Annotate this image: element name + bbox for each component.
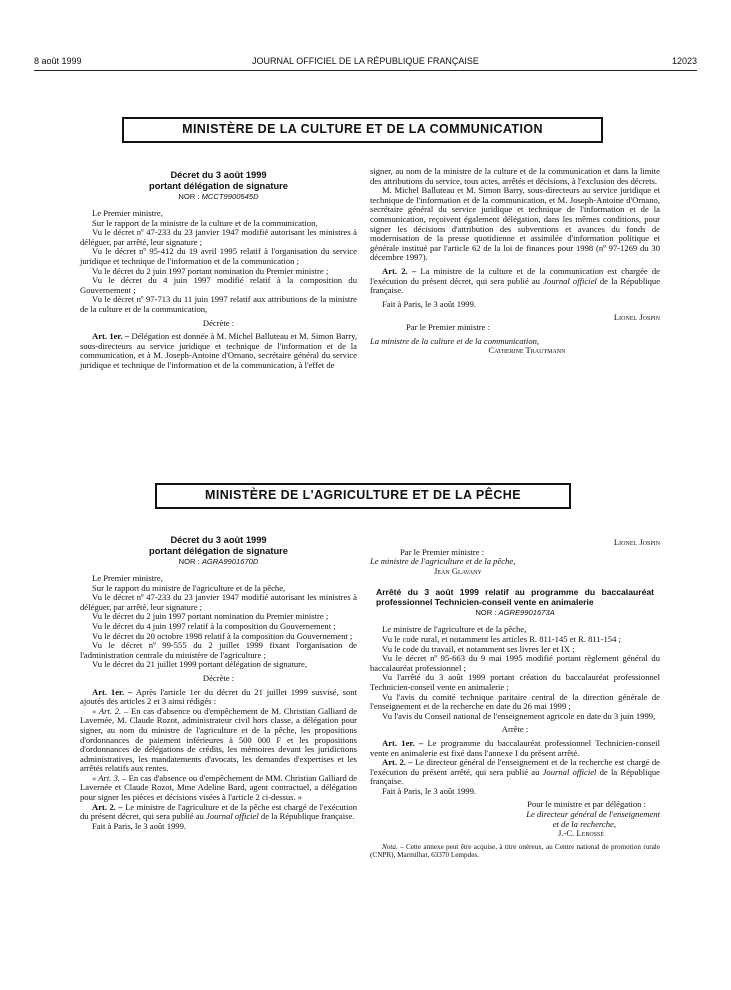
agriculture-para: Sur le rapport du ministre de l'agriculture et de la pêche,: [92, 582, 286, 593]
agriculture-art2-label: Art. 2. –: [92, 801, 123, 812]
arrete-jo: Journal officiel: [542, 766, 597, 777]
agriculture-art2: [80, 803, 357, 822]
arrete-role1: Le directeur général de l'enseignement: [526, 809, 660, 820]
culture-art2-text: La ministre de la culture et de la communication est chargée de l'exécution du présent décret, qui sera publié au: [370, 265, 660, 286]
agriculture-decree-title-line2: portant délégation de signature: [149, 545, 288, 556]
culture-signer: Lionel Jospin: [613, 312, 660, 323]
agriculture-decrete: Décrète :: [202, 672, 235, 683]
arrete-art1-text: Le programme du baccalauréat professionnel Technicien-conseil vente en animalerie est fixé dans l'annexe I du présent arrêté.: [370, 737, 660, 758]
agriculture-art1-text: Après l'article 1er du décret du 21 juillet 1999 susvisé, sont ajoutés des articles 2 et 3 ainsi rédigés :: [80, 686, 357, 707]
agriculture-fait: Fait à Paris, le 3 août 1999.: [92, 820, 187, 831]
arrete-art2-label: Art. 2. –: [382, 757, 413, 768]
culture-decree-title-line2: portant délégation de signature: [149, 180, 288, 191]
culture-decree-left-column: [80, 170, 357, 371]
arrete-art2: [370, 758, 660, 787]
arrete-para: Vu le code rural, et notamment les articles R. 811-145 et R. 811-154 ;: [382, 633, 621, 644]
culture-decree-right-column: [370, 167, 660, 356]
culture-art1-label: Art. 1er. –: [92, 331, 130, 342]
agriculture-para: Le Premier ministre,: [92, 573, 163, 583]
agriculture-art1-quote2: [80, 707, 357, 774]
culture-decrete: Décrète :: [202, 317, 235, 328]
culture-para: Le Premier ministre,: [92, 208, 163, 218]
page-number: 12023: [671, 56, 697, 66]
agriculture-q1-text: – En cas d'absence ou d'empêchement de M. Christian Galliard de Lavernée, M. Claude Rozot, administrateur civil hors classe, a délégation pour signer, au nom du ministre de l'agriculture et de la pêche, les propositions d'ordonnances de paiement inférieures à 500 000 F et les propositions d'ordonnances de délégations de crédits, les mémoires devant les juridictions administratives, les mandatements d'avocats, les demandes d'expertises et les arrêtés relatifs aux rentes.: [80, 705, 358, 774]
ministry-culture-title: MINISTÈRE DE LA CULTURE ET DE LA COMMUNICATION: [182, 122, 543, 136]
agriculture-minister-role: Le ministre de l'agriculture et de la pêche,: [370, 556, 516, 567]
culture-minister-role: La ministre de la culture et de la communication,: [370, 335, 540, 346]
culture-art2-end: de la République française.: [370, 275, 661, 296]
arrete-note: [370, 843, 660, 860]
arrete-nor-code: AGRE9901673A: [498, 608, 555, 618]
culture-art1-text: Délégation est donnée à M. Michel Balluteau et M. Simon Barry, sous-directeurs au service juridique et technique de l'information et de la communication, et à M. Joseph-Antoine d'Ornano, secrétaire général du service juridique et technique de l'information et de la communication, à l'effet de: [80, 331, 357, 370]
header-rule: [34, 70, 697, 71]
culture-par: Par le Premier ministre :: [406, 321, 491, 332]
arrete-word: Arrête :: [501, 724, 529, 735]
culture-nor-code: MCCT9900545D: [201, 192, 259, 201]
ministry-agriculture-heading: [155, 483, 571, 509]
culture-nor-label: NOR :: [178, 192, 202, 201]
arrete-para: Le ministre de l'agriculture et de la pêche,: [382, 624, 527, 635]
agriculture-nor-code: AGRA9901670D: [201, 557, 259, 566]
agriculture-para: Vu le décret du 2 juin 1997 portant nomination du Premier ministre ;: [92, 611, 329, 622]
culture-art1: [80, 332, 357, 370]
agriculture-jo: Journal officiel: [206, 811, 259, 822]
culture-para: Sur le rapport de la ministre de la culture et de la communication,: [92, 217, 318, 228]
arrete-signer: J.-C. Lebossé: [558, 828, 604, 839]
culture-para: M. Michel Balluteau et M. Simon Barry, sous-directeurs au service juridique et technique de l'information et de la communication, et M. Joseph-Antoine d'Ornano, secrétaire général du service juridique et technique de l'information et de la communication, reçoivent également délégation, dans les mêmes conditions, pour signer les décisions d'attribution des subventions et avances du fonds de modernisation de la presse quotidienne et assimilée d'information politique et générale institué par l'article 62 de la loi de finances pour 1998 (nº 97-1269 du 30 décembre 1997).: [370, 185, 660, 263]
ministry-agriculture-title: MINISTÈRE DE L'AGRICULTURE ET DE LA PÊCHE: [205, 488, 521, 502]
culture-nor: [80, 192, 357, 202]
agriculture-nor: [80, 557, 357, 567]
arrete-note-text: – Cette annexe peut être acquise, à titre onéreux, au Centre national de promotion rurale (CNPR), Marmilhat, 63370 Lempdes.: [370, 842, 660, 860]
agriculture-art1-quote3: [80, 774, 357, 803]
culture-fait: Fait à Paris, le 3 août 1999.: [382, 298, 477, 309]
ministry-culture-heading: [122, 117, 603, 143]
culture-para: Vu le décret du 2 juin 1997 portant nomination du Premier ministre ;: [92, 265, 329, 276]
agriculture-right-column: [370, 538, 660, 860]
agriculture-q2-text: – En cas d'absence ou d'empêchement de MM. Christian Galliard de Lavernée et Claude Rozot, Mme Adeline Bard, agent contractuel, a délégation pour signer les pièces et décisions visées à l'article 2 ci-dessus. »: [80, 772, 358, 803]
agriculture-par: Par le Premier ministre :: [400, 546, 485, 557]
culture-para: signer, au nom de la ministre de la culture et de la communication et dans la limite des attributions du service, tous actes, arrêtés et décisions, à l'exclusion des décrets.: [370, 166, 660, 186]
agriculture-decree-left-column: [80, 535, 357, 831]
culture-para: Vu le décret nº 95-412 du 19 avril 1995 relatif à l'organisation du service juridique et technique de l'information et de la communication ;: [80, 246, 357, 266]
agriculture-art1: [80, 688, 357, 707]
agriculture-signer: Lionel Jospin: [613, 537, 660, 547]
arrete-role2: et de la recherche,: [552, 818, 616, 829]
journal-title: JOURNAL OFFICIEL DE LA RÉPUBLIQUE FRANÇAISE: [252, 56, 479, 66]
issue-date: 8 août 1999: [34, 56, 82, 66]
arrete-art2-end: de la République française.: [370, 766, 660, 787]
arrete-fait: Fait à Paris, le 3 août 1999.: [382, 785, 477, 796]
culture-decree-title: [80, 170, 357, 191]
culture-decree-title-line1: Décret du 3 août 1999: [170, 170, 267, 180]
arrete-para: Vu l'avis du comité technique paritaire central de la direction générale de l'enseignement et de la recherche en date du 26 mai 1999 ;: [370, 691, 660, 712]
arrete-para: Vu le décret nº 95-663 du 9 mai 1995 modifié portant règlement général du baccalauréat professionnel ;: [370, 653, 660, 673]
culture-art2-label: Art. 2. –: [382, 265, 417, 276]
agriculture-art1-label: Art. 1er. –: [92, 686, 133, 697]
agriculture-decree-title: [80, 535, 357, 556]
culture-para: Vu le décret nº 47-233 du 23 janvier 1947 modifié autorisant les ministres à déléguer, par arrêté, leur signature ;: [80, 227, 357, 247]
arrete-art2-text: Le directeur général de l'enseignement et de la recherche est chargé de l'exécution du présent arrêté, qui sera publié au: [370, 757, 660, 777]
arrete-note-label: Nota.: [382, 842, 398, 851]
culture-art2: [370, 267, 660, 296]
agriculture-para: Vu le décret du 4 juin 1997 relatif à la composition du Gouvernement ;: [92, 620, 336, 631]
agriculture-q1-label: « Art. 2.: [92, 705, 122, 716]
arrete-nor: [370, 608, 660, 618]
agriculture-para: Vu le décret du 21 juillet 1999 portant délégation de signature,: [92, 659, 307, 670]
arrete-para: Vu le code du travail, et notamment ses livres Ier et IX ;: [382, 643, 575, 654]
agriculture-para: Vu le décret du 20 octobre 1998 relatif à la composition du Gouvernement ;: [92, 630, 353, 641]
arrete-art1-label: Art. 1er. –: [382, 737, 424, 748]
culture-para: Vu le décret du 4 juin 1997 modifié relatif à la composition du Gouvernement ;: [80, 275, 357, 295]
culture-para: Vu le décret nº 97-713 du 11 juin 1997 relatif aux attributions de la ministre de la culture et de la communication,: [80, 294, 357, 314]
agriculture-decree-title-line1: Décret du 3 août 1999: [170, 535, 267, 545]
agriculture-nor-label: NOR :: [178, 557, 202, 566]
arrete-para: Vu l'avis du Conseil national de l'enseignement agricole en date du 3 juin 1999,: [382, 710, 656, 721]
agriculture-minister-name: Jean Glavany: [434, 565, 482, 576]
culture-minister-name: Catherine Trautmann: [488, 345, 566, 356]
arrete-art1: [370, 739, 660, 758]
agriculture-para: Vu le décret nº 47-233 du 23 janvier 1947 modifié autorisant les ministres à déléguer, par arrêté, leur signature ;: [80, 592, 357, 612]
arrete-pour: Pour le ministre et par délégation :: [527, 799, 646, 810]
page-header: [34, 56, 697, 70]
agriculture-art2-text: Le ministre de l'agriculture et de la pêche est chargé de l'exécution du présent décret, qui sera publié au: [80, 801, 357, 822]
agriculture-q2-label: « Art. 3.: [92, 772, 121, 783]
arrete-nor-label: NOR :: [475, 608, 499, 618]
arrete-para: Vu l'arrêté du 3 août 1999 portant création du baccalauréat professionnel Technicien-conseil vente en animalerie ;: [370, 672, 660, 692]
culture-jo: Journal officiel: [543, 275, 597, 286]
agriculture-para: Vu le décret nº 99-555 du 2 juillet 1999 fixant l'organisation de l'administration centrale du ministère de l'agriculture ;: [80, 640, 357, 660]
agriculture-art2-end: de la République française.: [258, 811, 355, 822]
arrete-title: Arrêté du 3 août 1999 relatif au programme du baccalauréat professionnel Technicien-conseil vente en animalerie: [376, 587, 654, 607]
